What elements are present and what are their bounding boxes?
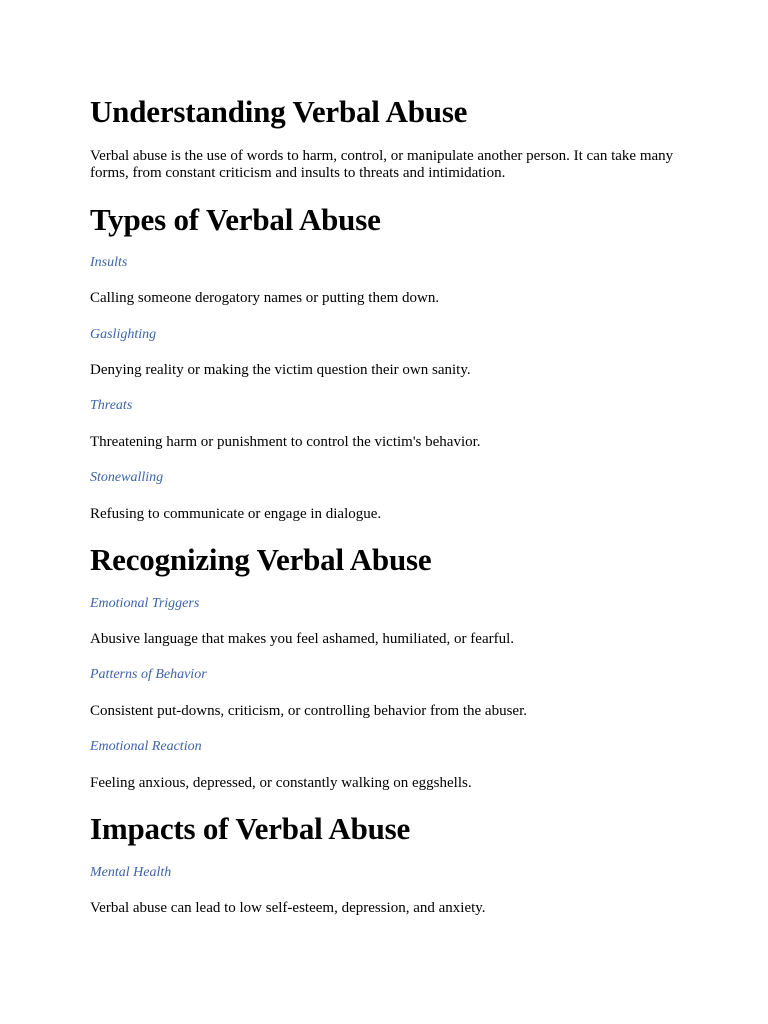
section-heading-impacts: Impacts of Verbal Abuse (90, 811, 411, 846)
description-threats: Threatening harm or punishment to control the victim's behavior. (90, 434, 481, 450)
description-gaslighting: Denying reality or making the victim question their own sanity. (90, 362, 471, 378)
description-mental-health: Verbal abuse can lead to low self-esteem, depression, and anxiety. (90, 900, 486, 916)
description-insults: Calling someone derogatory names or putting them down. (90, 290, 440, 306)
section-heading-types: Types of Verbal Abuse (90, 202, 381, 237)
term-stonewalling: Stonewalling (90, 470, 164, 485)
description-patterns-of-behavior: Consistent put-downs, criticism, or controlling behavior from the abuser. (90, 703, 528, 719)
term-mental-health: Mental Health (90, 865, 172, 880)
term-emotional-triggers: Emotional Triggers (90, 596, 200, 611)
page-title: Understanding Verbal Abuse (90, 94, 468, 129)
term-insults: Insults (90, 255, 128, 270)
section-heading-recognizing: Recognizing Verbal Abuse (90, 542, 432, 577)
term-emotional-reaction: Emotional Reaction (90, 739, 202, 754)
description-emotional-reaction: Feeling anxious, depressed, or constantly walking on eggshells. (90, 775, 472, 791)
term-patterns-of-behavior: Patterns of Behavior (90, 667, 207, 682)
description-stonewalling: Refusing to communicate or engage in dialogue. (90, 506, 382, 522)
term-threats: Threats (90, 398, 133, 413)
description-emotional-triggers: Abusive language that makes you feel ashamed, humiliated, or fearful. (90, 631, 515, 647)
term-gaslighting: Gaslighting (90, 327, 157, 342)
intro-paragraph: Verbal abuse is the use of words to harm, control, or manipulate another person. It can take many forms, from constant criticism and insults to threats and intimidation. (90, 148, 674, 181)
